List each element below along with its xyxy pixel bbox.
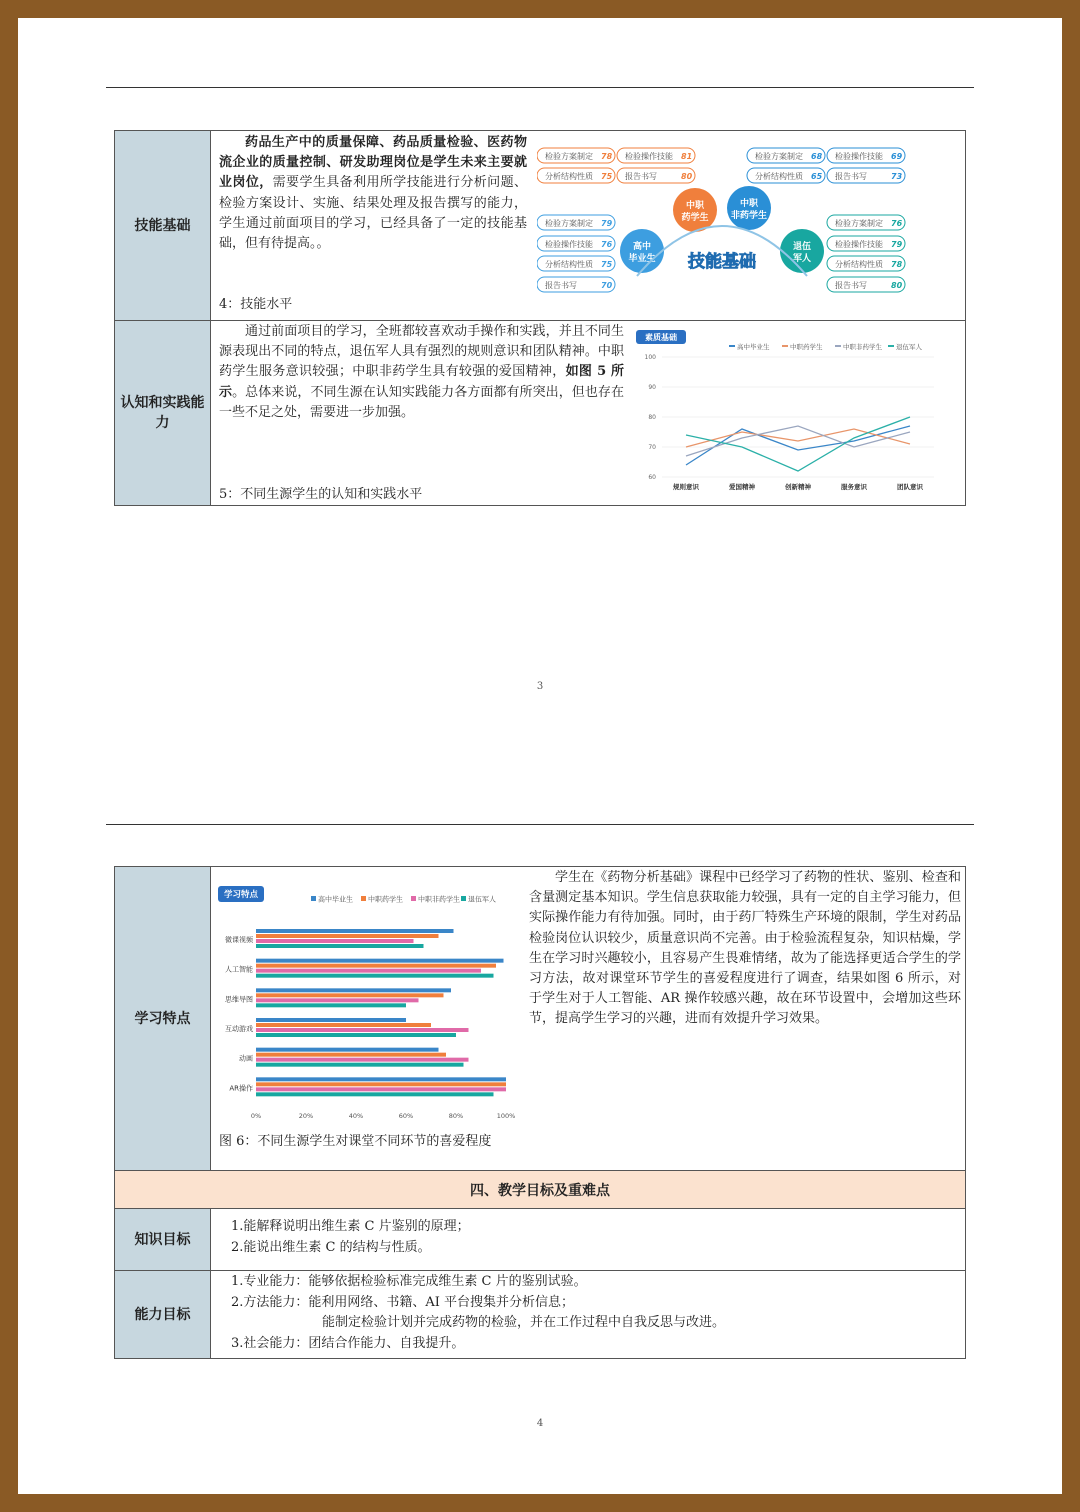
y-tick-label: 90: [648, 384, 656, 391]
bar: [256, 1018, 406, 1022]
score-label: 报告书写: [625, 172, 657, 181]
bar: [256, 964, 496, 968]
x-tick-label: 创新精神: [785, 483, 811, 491]
list-item: 能制定检验计划并完成药物的检验，并在工作过程中自我反思与改进。: [322, 1315, 726, 1330]
bar: [256, 1063, 464, 1067]
list-item: 2.方法能力：能利用网络、书籍、AI 平台搜集并分析信息；: [231, 1294, 575, 1310]
legend-label: 退伍军人: [896, 343, 922, 351]
list-item: 1.能解释说明出维生素 C 片鉴别的原理；: [231, 1219, 470, 1234]
score-label: 分析结构性质: [835, 260, 883, 269]
legend-label: 高中毕业生: [318, 895, 353, 904]
score-value: 79: [891, 240, 903, 249]
list-item: 1.专业能力：能够依据检验标准完成维生素 C 片的鉴别试验。: [231, 1274, 587, 1289]
row-label-skill: 技能基础: [115, 131, 211, 321]
score-label: 分析结构性质: [545, 260, 593, 269]
bar: [256, 974, 494, 978]
chart-title: 学习特点: [223, 890, 259, 900]
score-value: 75: [601, 260, 613, 269]
group-name: 毕业生: [628, 254, 656, 264]
group-name: 中职: [739, 199, 759, 209]
table-page3: [114, 130, 966, 506]
y-category-label: 思维导图: [225, 995, 253, 1004]
y-category-label: AR操作: [229, 1084, 253, 1093]
score-value: 65: [811, 172, 823, 181]
bar: [256, 1077, 506, 1081]
x-tick-label: 0%: [250, 1112, 262, 1120]
score-value: 78: [601, 152, 613, 161]
x-tick-label: 60%: [398, 1112, 414, 1120]
row-label-ability: 能力目标: [115, 1271, 211, 1359]
list-item: 3.社会能力：团结合作能力、自我提升。: [231, 1335, 465, 1351]
center-title: 技能基础: [688, 252, 756, 272]
score-label: 检验方案制定: [545, 219, 593, 228]
bar: [256, 1092, 494, 1096]
score-label: 报告书写: [835, 281, 867, 290]
skill-text: 需要学生具备利用所学技能进行分析问题、检验方案设计、实施、结果处理及报告撰写的能力，学生通过前面项目的学习，已经具备了一定的技能基础，但有待提高。。: [219, 175, 527, 252]
bar: [256, 1028, 469, 1032]
legend-swatch: [461, 896, 466, 901]
x-tick-label: 100%: [496, 1112, 516, 1120]
bar: [256, 993, 444, 997]
document-page: [18, 18, 1062, 1494]
learning-cell: [211, 867, 966, 1171]
bar: [256, 944, 424, 948]
score-label: 检验方案制定: [755, 152, 803, 161]
table-page4: [114, 866, 966, 1359]
group-name: 非药学生: [730, 211, 768, 221]
y-tick-label: 60: [648, 474, 656, 481]
section-header: 四、教学目标及重难点: [115, 1171, 966, 1209]
bar: [256, 998, 419, 1002]
x-tick-label: 爱国精神: [729, 483, 755, 491]
legend-label: 中职药学生: [790, 343, 823, 351]
cognition-cell: [211, 321, 966, 506]
figure-caption-6: 图 6：不同生源学生对课堂不同环节的喜爱程度: [219, 1134, 492, 1149]
list-item: 2.能说出维生素 C 的结构与性质。: [231, 1239, 431, 1255]
skill-text-bold: 药品生产中的质量保障、药品质量检验、医药物流企业的质量控制、研发助理岗位是学生未来主要就业岗位，: [219, 135, 527, 191]
learning-bar-chart: [216, 876, 521, 1132]
y-tick-label: 70: [648, 444, 656, 451]
score-value: 75: [601, 172, 613, 181]
score-label: 检验操作技能: [835, 152, 883, 161]
score-value: 81: [681, 152, 693, 161]
skill-level-figure: [537, 136, 961, 316]
legend-label: 高中毕业生: [737, 343, 770, 351]
bar: [256, 1048, 439, 1052]
score-value: 76: [601, 240, 613, 249]
group-name: 中职: [685, 201, 705, 211]
knowledge-list: [211, 1209, 965, 1262]
legend-label: 退伍军人: [468, 895, 496, 904]
legend-label: 中职非药学生: [843, 343, 882, 351]
row-label-learning: 学习特点: [115, 867, 211, 1171]
skill-cell: [211, 131, 966, 321]
series-line: [686, 429, 910, 447]
bar: [256, 939, 414, 943]
bar: [256, 1087, 506, 1091]
x-tick-label: 80%: [448, 1112, 464, 1120]
legend-swatch: [411, 896, 416, 901]
figure-caption-5: 5：不同生源学生的认知和实践水平: [219, 487, 423, 502]
row-label-knowledge: 知识目标: [115, 1209, 211, 1271]
ability-list: [211, 1271, 965, 1358]
score-label: 分析结构性质: [545, 172, 593, 181]
x-tick-label: 规则意识: [673, 483, 699, 491]
score-value: 68: [811, 152, 823, 161]
cognition-line-chart: [634, 324, 964, 502]
group-name: 药学生: [681, 213, 709, 223]
y-tick-label: 80: [648, 414, 656, 421]
y-category-label: 人工智能: [225, 965, 253, 974]
bar: [256, 1082, 506, 1086]
score-value: 73: [891, 172, 903, 181]
bar: [256, 1033, 456, 1037]
header-rule: [106, 87, 974, 88]
group-name: 退伍: [792, 242, 812, 252]
y-category-label: 微课视频: [225, 936, 253, 944]
chart-title: 素质基础: [645, 333, 677, 342]
bar: [256, 1053, 446, 1057]
x-tick-label: 20%: [298, 1112, 314, 1120]
y-tick-label: 100: [644, 354, 656, 361]
bar: [256, 959, 504, 963]
y-category-label: 动画: [239, 1054, 253, 1063]
score-value: 78: [891, 260, 903, 269]
skill-paragraph: [219, 133, 527, 254]
bar: [256, 1003, 406, 1007]
score-label: 检验操作技能: [835, 240, 883, 249]
bar: [256, 1023, 431, 1027]
y-category-label: 互动游戏: [225, 1025, 253, 1033]
group-name: 军人: [792, 254, 812, 264]
score-label: 检验操作技能: [545, 240, 593, 249]
bar: [256, 1058, 469, 1062]
score-label: 报告书写: [835, 172, 867, 181]
score-value: 80: [681, 172, 693, 181]
legend-label: 中职药学生: [368, 895, 403, 904]
cognition-paragraph: 通过前面项目的学习，全班都较喜欢动手操作和实践，并且不同生源表现出不同的特点，退伍军人具有强烈的规则意识和团队精神。中职药学生服务意识较强；中职非药学生具有较强的爱国精神，如图 5 所示。总体来说，不同生源在认知实践能力各方面都有所突出，但也存在一些不足之处，需要进一步加强。: [219, 324, 624, 420]
bar: [256, 929, 454, 933]
score-label: 报告书写: [545, 281, 577, 290]
score-value: 80: [891, 281, 903, 290]
learning-paragraph: 学生在《药物分析基础》课程中已经学习了药物的性状、鉴别、检查和含量测定基本知识。学生信息获取能力较强，具有一定的自主学习能力，但实际操作能力有待加强。同时，由于药厂特殊生产环境的限制，学生对药品检验岗位认识较少，质量意识尚不完善。由于检验流程复杂，知识枯燥，学生在学习时兴趣较小，且容易产生畏难情绪，故为了能选择更适合学生的学习方法，故对课堂环节学生的喜爱程度进行了调查，结果如图 6 所示，对于学生对于人工智能、AR 操作较感兴趣，故在环节设置中，会增加这些环节，提高学生学习的兴趣，进而有效提升学习效果。: [529, 870, 961, 1027]
x-tick-label: 团队意识: [897, 483, 923, 491]
knowledge-cell: [211, 1209, 966, 1271]
score-value: 69: [891, 152, 903, 161]
page-number-4: 4: [536, 1418, 544, 1429]
bar: [256, 988, 451, 992]
legend-swatch: [361, 896, 366, 901]
score-label: 检验操作技能: [625, 152, 673, 161]
page-number-3: 3: [536, 681, 544, 692]
row-label-cognition: 认知和实践能力: [115, 321, 211, 506]
score-value: 70: [601, 281, 613, 290]
legend-swatch: [311, 896, 316, 901]
x-tick-label: 40%: [348, 1112, 364, 1120]
score-label: 分析结构性质: [755, 172, 803, 181]
bar: [256, 934, 439, 938]
score-label: 检验方案制定: [545, 152, 593, 161]
header-rule-2: [106, 824, 974, 825]
bar: [256, 969, 481, 973]
x-tick-label: 服务意识: [841, 483, 867, 491]
score-value: 76: [891, 219, 903, 228]
legend-label: 中职非药学生: [418, 895, 460, 904]
group-name: 高中: [632, 242, 652, 252]
ability-cell: [211, 1271, 966, 1359]
figure-caption-4: 4：技能水平: [219, 297, 293, 312]
score-label: 检验方案制定: [835, 219, 883, 228]
score-value: 79: [601, 219, 613, 228]
